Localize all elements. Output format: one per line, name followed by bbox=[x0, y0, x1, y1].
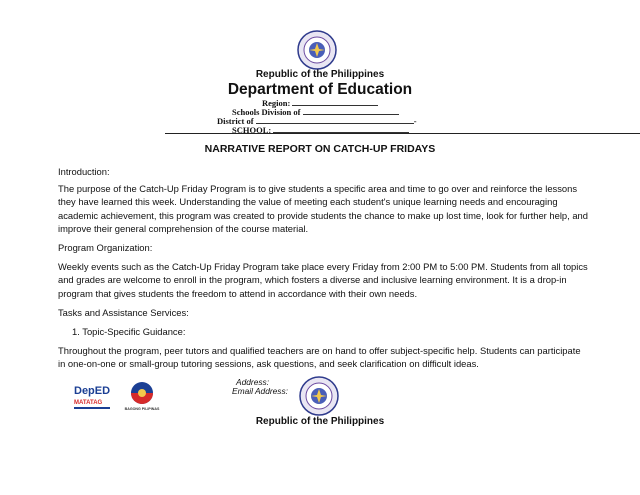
school-label: SCHOOL: bbox=[232, 125, 272, 135]
footer-republic: Republic of the Philippines bbox=[255, 416, 385, 427]
report-title: NARRATIVE REPORT ON CATCH-UP FRIDAYS bbox=[204, 143, 436, 155]
address-label: Address: bbox=[236, 377, 270, 387]
header-department: Department of Education bbox=[227, 81, 413, 98]
district-blank bbox=[256, 116, 414, 124]
deped-seal-top bbox=[297, 30, 337, 70]
org-paragraph: Weekly events such as the Catch-Up Friday Program take place every Friday from 2:00 PM to 5:00 PM. Students from all topics and grades are welcome to enroll in the program, which fosters a diverse and inclusive learning environment. It is a drop-in program that gives students the freedom to attend in accordance with their own needs. bbox=[58, 261, 588, 299]
tasks-heading: Tasks and Assistance Services: bbox=[58, 307, 189, 318]
school-blank bbox=[273, 125, 409, 133]
deped-logo-text: DepED bbox=[74, 385, 111, 397]
intro-heading: Introduction: bbox=[58, 166, 110, 177]
bagong-pilipinas-text: BAGONG PILIPINAS bbox=[124, 407, 160, 411]
bagong-pilipinas-logo bbox=[120, 380, 164, 412]
division-blank bbox=[303, 107, 399, 115]
intro-paragraph: The purpose of the Catch-Up Friday Program is to give students a specific area and time to go over and reinforce the lessons they have learned this week. Understanding the value of meeting each student's unique learning needs and encouraging academic achievement, this program was created to provide students the chance to make up lost time, look for further help, and improve their general comprehension of the course material. bbox=[58, 183, 588, 234]
list-item-topic-guidance: 1. Topic-Specific Guidance: bbox=[72, 326, 186, 337]
district-label: District of bbox=[217, 116, 254, 126]
deped-matatag-logo bbox=[72, 380, 116, 412]
deped-seal-bottom bbox=[299, 376, 339, 416]
guidance-paragraph: Throughout the program, peer tutors and qualified teachers are on hand to offer subject-specific help. Students can participate in one-on-one or small-group tutoring sessions, ask questions, and seek clarification on difficult ideas. bbox=[58, 345, 581, 370]
org-heading: Program Organization: bbox=[58, 242, 153, 253]
region-blank bbox=[292, 98, 378, 106]
email-label: Email Address: bbox=[232, 386, 289, 396]
region-label: Region: bbox=[262, 98, 291, 108]
matatag-text: MATATAG bbox=[74, 400, 103, 406]
header-republic: Republic of the Philippines bbox=[255, 69, 385, 80]
district-suffix: - bbox=[413, 116, 417, 126]
header-divider bbox=[165, 133, 640, 134]
division-label: Schools Division of bbox=[232, 107, 301, 117]
